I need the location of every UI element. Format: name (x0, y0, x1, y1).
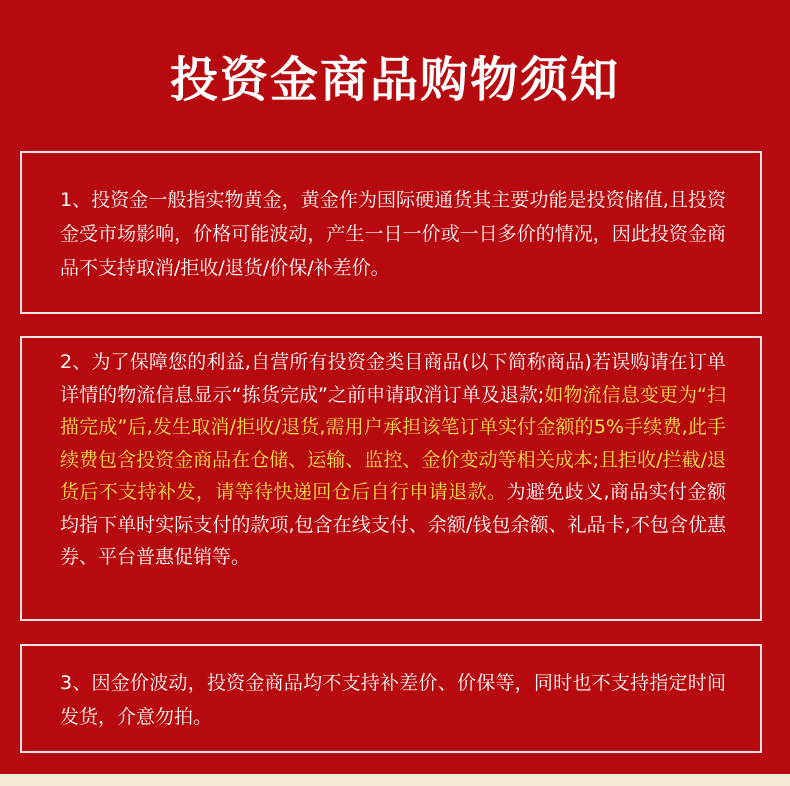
notice-2-paragraph (60, 346, 726, 574)
notice-2-text-after: 为避免歧义,商品实付金额均指下单时实际支付的款项,包含在线支付、余额/钱包余额、礼品卡,不包含优惠券、平台普惠促销等。 (60, 481, 726, 568)
notice-box-3 (20, 644, 762, 753)
notice-2-text-before: 2、为了保障您的利益,自营所有投资金类目商品(以下简称商品)若误购请在订单详情的物流信息显示“拣货完成”之前申请取消订单及退款; (60, 351, 726, 406)
notice-1-text: 1、投资金一般指实物黄金，黄金作为国际硬通货其主要功能是投资储值,且投资金受市场影响，价格可能波动，产生一日一价或一日多价的情况，因此投资金商品不支持取消/拒收/退货/价保/补差价。 (60, 189, 726, 279)
bottom-divider (0, 774, 790, 786)
notice-3-text: 3、因金价波动，投资金商品均不支持补差价、价保等，同时也不支持指定时间发货，介意勿拍。 (60, 672, 726, 728)
page-title: 投资金商品购物须知 (169, 52, 620, 108)
notice-2-highlight: 如物流信息变更为“扫描完成”后,发生取消/拒收/退货,需用户承担该笔订单实付金额的5%手续费,此手续费包含投资金商品在仓储、运输、监控、金价变动等相关成本;且拒收/拦截/退货后不支持补发，请等待快递回仓后自行申请退款。 (60, 383, 726, 503)
notice-box-2 (20, 336, 762, 621)
notice-box-1 (20, 151, 762, 314)
